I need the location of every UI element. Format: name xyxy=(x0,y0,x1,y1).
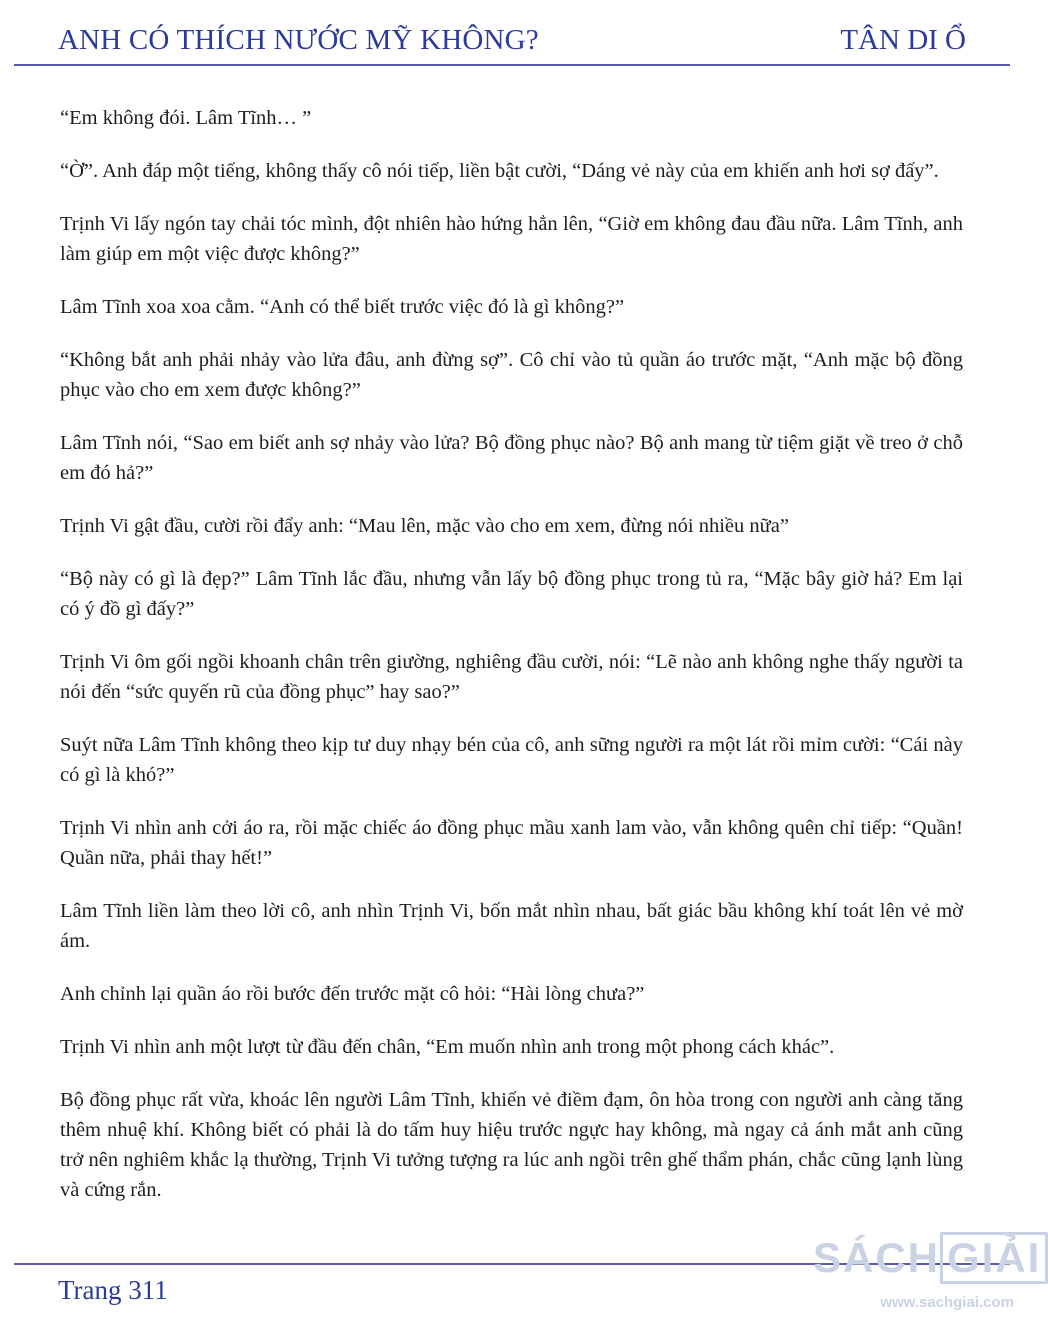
paragraph: Trịnh Vi ôm gối ngồi khoanh chân trên giường, nghiêng đầu cười, nói: “Lẽ nào anh không nghe thấy người ta nói đến “sức quyến rũ của đồng phục” hay sao?” xyxy=(60,651,963,703)
paragraph: Anh chỉnh lại quần áo rồi bước đến trước mặt cô hỏi: “Hài lòng chưa?” xyxy=(60,983,645,1005)
paragraph: Lâm Tĩnh nói, “Sao em biết anh sợ nhảy vào lửa? Bộ đồng phục nào? Bộ anh mang từ tiệm giặt về treo ở chỗ em đó hả?” xyxy=(60,432,963,484)
watermark-logo xyxy=(813,1232,1042,1288)
page-body xyxy=(60,103,963,1228)
paragraph: Lâm Tĩnh xoa xoa cằm. “Anh có thể biết trước việc đó là gì không?” xyxy=(60,296,625,318)
paragraph: Bộ đồng phục rất vừa, khoác lên người Lâm Tĩnh, khiến vẻ điềm đạm, ôn hòa trong con người anh càng tăng thêm nhuệ khí. Không biết có phải là do tấm huy hiệu trước ngực hay không, mà ngay cả ánh mắt anh cũng trở nên nghiêm khắc lạ thường, Trịnh Vi tưởng tượng ra lúc anh ngồi trên ghế thẩm phán, chắc cũng lạnh lùng và cứng rắn. xyxy=(60,1089,963,1201)
paragraph: “Em không đói. Lâm Tĩnh… ” xyxy=(60,107,312,129)
watermark-url: www.sachgiai.com xyxy=(880,1294,1014,1311)
paragraph: Trịnh Vi lấy ngón tay chải tóc mình, đột nhiên hào hứng hẳn lên, “Giờ em không đau đầu nữa. Lâm Tĩnh, anh làm giúp em một việc được không?” xyxy=(60,213,963,265)
watermark-logo-left: SÁCH xyxy=(813,1234,941,1281)
paragraph: Trịnh Vi gật đầu, cười rồi đẩy anh: “Mau lên, mặc vào cho em xem, đừng nói nhiều nữa” xyxy=(60,515,789,537)
page-header xyxy=(58,24,966,64)
paragraph: Lâm Tĩnh liền làm theo lời cô, anh nhìn Trịnh Vi, bốn mắt nhìn nhau, bất giác bầu không khí toát lên vẻ mờ ám. xyxy=(60,900,963,952)
paragraph: “Ờ”. Anh đáp một tiếng, không thấy cô nói tiếp, liền bật cười, “Dáng vẻ này của em khiến anh hơi sợ đấy”. xyxy=(60,160,939,182)
paragraph: “Bộ này có gì là đẹp?” Lâm Tĩnh lắc đầu, nhưng vẫn lấy bộ đồng phục trong tủ ra, “Mặc bây giờ hả? Em lại có ý đồ gì đấy?” xyxy=(60,568,963,620)
watermark xyxy=(813,1222,1042,1322)
header-divider xyxy=(14,64,1010,66)
paragraph: Trịnh Vi nhìn anh một lượt từ đầu đến chân, “Em muốn nhìn anh trong một phong cách khác”. xyxy=(60,1036,835,1058)
paragraph: Suýt nữa Lâm Tĩnh không theo kịp tư duy nhạy bén của cô, anh sững người ra một lát rồi mỉm cười: “Cái này có gì là khó?” xyxy=(60,734,963,786)
paragraph: “Không bắt anh phải nhảy vào lửa đâu, anh đừng sợ”. Cô chỉ vào tủ quần áo trước mặt, “Anh mặc bộ đồng phục vào cho em xem được không?” xyxy=(60,349,963,401)
book-title: ANH CÓ THÍCH NƯỚC MỸ KHÔNG? xyxy=(58,24,539,56)
page-number: Trang 311 xyxy=(58,1275,168,1305)
author-name: TÂN DI Ổ xyxy=(840,24,966,56)
watermark-logo-right: GIẢI xyxy=(940,1232,1048,1284)
paragraph: Trịnh Vi nhìn anh cởi áo ra, rồi mặc chiếc áo đồng phục mầu xanh lam vào, vẫn không quên chỉ tiếp: “Quần! Quần nữa, phải thay hết!” xyxy=(60,817,963,869)
